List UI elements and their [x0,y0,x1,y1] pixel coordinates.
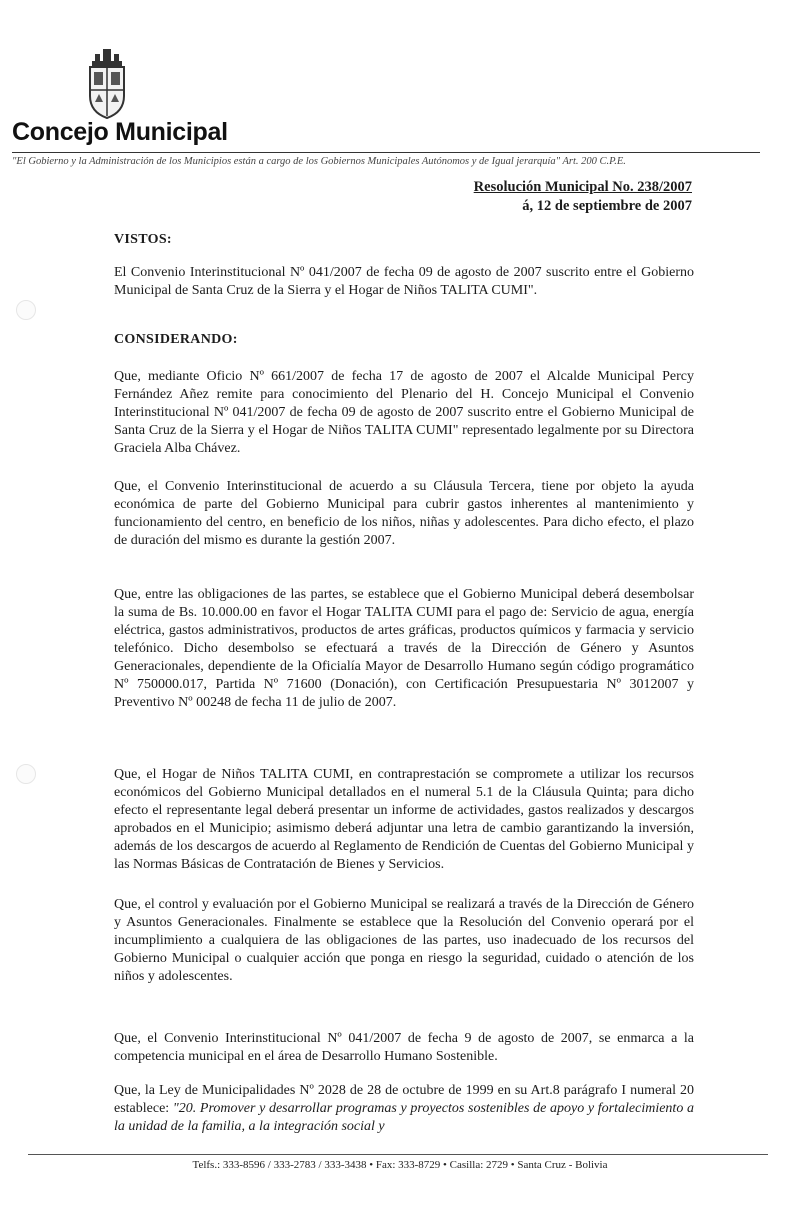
vistos-heading: VISTOS: [114,232,172,247]
footer-divider [28,1154,768,1155]
considerando-paragraph-4: Que, el Hogar de Niños TALITA CUMI, en contraprestación se compromete a utilizar los recursos económicos del Gobierno Municipal detallados en el numeral 5.1 de la Cláusula Quinta; para dicho efecto el representante legal deberá presentar un informe de actividades, gastos realizados y descargos aprobados en el Municipio; asimismo deberá adjuntar una letra de cambio garantizando la inversión, además de los descargos de acuerdo al Reglamento de Rendición de Cuentas del Gobierno Municipal y las Normas Básicas de Contratación de Bienes y Servicios. [114,767,694,872]
resolution-title: Resolución Municipal No. 238/2007 [473,179,692,195]
considerando-heading: CONSIDERANDO: [114,332,238,347]
coat-of-arms-icon [86,40,128,120]
considerando-paragraph-2: Que, el Convenio Interinstitucional de acuerdo a su Cláusula Tercera, tiene por objeto la ayuda económica de parte del Gobierno Municipal para cubrir gastos inherentes al mantenimiento y funcionamiento del centro, en beneficio de los niños, niñas y adolescentes. Para dicho efecto, el plazo de duración del mismo es durante la gestión 2007. [114,479,694,548]
punch-hole [16,300,36,320]
considerando-paragraph-6: Que, el Convenio Interinstitucional Nº 041/2007 de fecha 9 de agosto de 2007, se enmarca a la competencia municipal en el área de Desarrollo Humano Sostenible. [114,1031,694,1064]
law-quote: "20. Promover y desarrollar programas y proyectos sostenibles de apoyo y fortalecimiento a la unidad de la familia, a la integración social y [114,1101,695,1134]
org-name: Concejo Municipal [12,118,228,146]
header-divider [12,152,760,153]
considerando-paragraph-3: Que, entre las obligaciones de las partes, se establece que el Gobierno Municipal deberá desembolsar la suma de Bs. 10.000.00 en favor el Hogar TALITA CUMI para el pago de: Servicio de agua, energía eléctrica, gastos administrativos, productos de artes gráficas, productos químicos y farmacia y servicio telefónico. Dicho desembolso se efectuará a través de la Dirección de Género y Asuntos Generacionales, dependiente de la Oficialía Mayor de Desarrollo Humano según código programático Nº 750000.017, Partida Nº 71600 (Donación), con Certificación Presupuestaria Nº 3012007 y Preventivo Nº 00248 de fecha 11 de julio de 2007. [114,587,694,710]
resolution-block [474,178,692,216]
considerando-paragraph-1: Que, mediante Oficio Nº 661/2007 de fecha 17 de agosto de 2007 el Alcalde Municipal Percy Fernández Añez remite para conocimiento del Plenario del H. Concejo Municipal el Convenio Interinstitucional Nº 041/2007 de fecha 09 de agosto de 2007 suscrito entre el Gobierno Municipal de Santa Cruz de la Sierra y el Hogar de Niños TALITA CUMI" representado legalmente por su Directora Graciela Alba Chávez. [114,369,694,456]
motto: "El Gobierno y la Administración de los Municipios están a cargo de los Gobiernos Municipales Autónomos y de Igual jerarquía" Art. 200 C.P.E. [12,156,626,167]
footer-contact: Telfs.: 333-8596 / 333-2783 / 333-3438 • Fax: 333-8729 • Casilla: 2729 • Santa Cruz - Bolivia [192,1159,608,1171]
vistos-paragraph: El Convenio Interinstitucional Nº 041/2007 de fecha 09 de agosto de 2007 suscrito entre el Gobierno Municipal de Santa Cruz de la Sierra y el Hogar de Niños TALITA CUMI". [114,265,694,298]
punch-hole [16,764,36,784]
resolution-date: á, 12 de septiembre de 2007 [522,198,692,214]
considerando-paragraph-7 [114,1082,694,1136]
law-citation: Que, la Ley de Municipalidades Nº 2028 de 28 de octubre de 1999 en su Art.8 parágrafo I numeral 20 establece: [114,1083,694,1116]
considerando-paragraph-5: Que, el control y evaluación por el Gobierno Municipal se realizará a través de la Dirección de Género y Asuntos Generacionales. Finalmente se establece que la Resolución del Convenio operará por el incumplimiento a cualquiera de las obligaciones de las partes, uso inadecuado de los recursos del Gobierno Municipal o cualquier acción que ponga en riesgo la seguridad, cuidado o atención de los niños y adolescentes. [114,897,694,984]
